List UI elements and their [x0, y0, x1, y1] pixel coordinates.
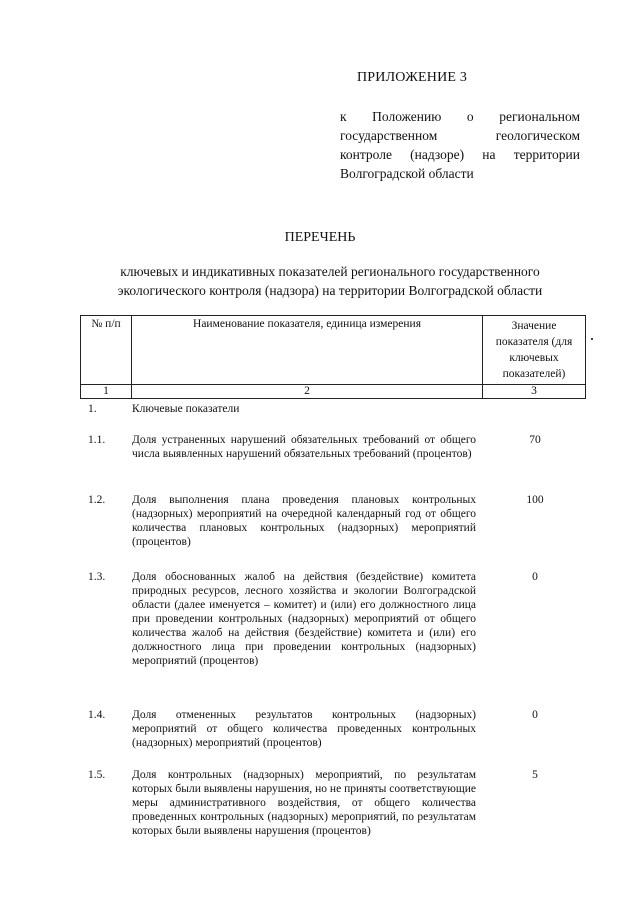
- row-name: Доля выполнения плана проведения плановых контрольных (надзорных) мероприятий на очередной календарный год от общего количества плановых контрольных (надзорных) мероприятий (процентов): [132, 494, 476, 548]
- row-name: Доля отмененных результатов контрольных (надзорных) мероприятий от общего количества проведенных контрольных (надзорных) мероприятий (процентов): [132, 709, 476, 749]
- row-value: 70: [529, 434, 541, 446]
- row-num: 1.1.: [88, 434, 106, 446]
- row-value: 0: [532, 571, 538, 583]
- row-name: Доля устраненных нарушений обязательных требований от общего числа выявленных нарушений обязательных требований (процентов): [132, 434, 476, 460]
- header-value: Значение показателя (для ключевых показателей): [483, 316, 586, 385]
- scan-mark: [591, 338, 593, 340]
- row-name: Доля обоснованных жалоб на действия (бездействие) комитета природных ресурсов, лесного хозяйства и экологии Волгоградской области (далее именуется – комитет) и (или) его должностного лица при проведении контрольных (надзорных) мероприятий от общего количества жалоб на действия (бездействие) комитета и (или) его должностного лица при проведении контрольных (надзорных) мероприятий (процентов): [132, 571, 476, 667]
- document-subtitle: ключевых и индикативных показателей регионального государственного экологического контроля (надзора) на территории Волгоградской области: [117, 264, 543, 298]
- document-title: ПЕРЕЧЕНЬ: [284, 230, 356, 245]
- row-value: 0: [532, 709, 538, 721]
- appendix-reference: к Положению о региональном государственном геологическом контроле (надзоре) на территории Волгоградской области: [340, 109, 580, 181]
- column-index: 3: [483, 385, 586, 399]
- column-index: 2: [132, 385, 483, 399]
- row-name: Ключевые показатели: [132, 403, 240, 415]
- row-num: 1.3.: [88, 571, 106, 583]
- column-index: 1: [81, 385, 132, 399]
- table-header-row: [81, 316, 586, 385]
- row-name: Доля контрольных (надзорных) мероприятий, по результатам которых были выявлены нарушения, но не приняты соответствующие меры административного воздействия, от общего количества проведенных контрольных (надзорных) мероприятий, по результатам которых были выявлены нарушения (процентов): [132, 769, 476, 837]
- row-num: 1.5.: [88, 769, 106, 781]
- row-num: 1.4.: [88, 709, 106, 721]
- row-value: 5: [532, 769, 538, 781]
- row-value: 100: [526, 494, 544, 506]
- row-num: 1.2.: [88, 494, 106, 506]
- column-index-row: [81, 385, 586, 399]
- indicators-table-header: [80, 315, 586, 399]
- header-num: № п/п: [81, 316, 132, 385]
- header-name: Наименование показателя, единица измерения: [132, 316, 483, 385]
- appendix-title: ПРИЛОЖЕНИЕ 3: [357, 70, 468, 85]
- row-num: 1.: [88, 403, 97, 415]
